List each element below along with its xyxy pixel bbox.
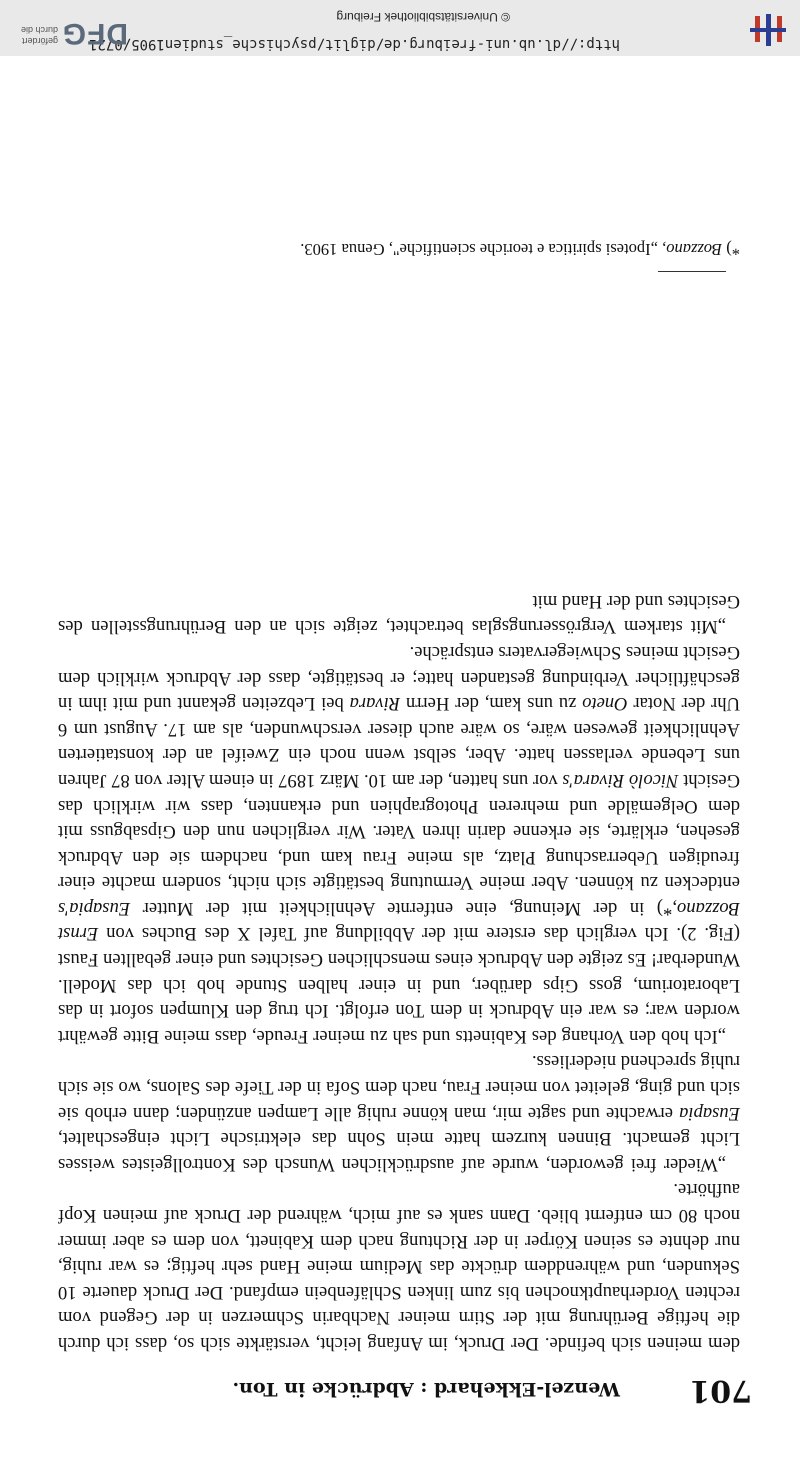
italic-name: Rivara [349,693,401,715]
footnote-author: Bozzano [666,240,723,259]
text-run: vor uns hatten, der am 10. März 1897 in einem Alter von 87 Jahren uns Lebende verlassen hatte. Aber, selbst wenn noch ein Zweifel an der konstatierten Aehnlichkeit gewesen wäre, so wäre auch dieser verschwunden, als am 17. August um 6 Uhr der Notar [58,693,740,791]
body-paragraph [58,588,740,639]
page-header [40,1370,760,1410]
italic-name: Nicolò Rivara's [562,769,679,791]
running-head: Wenzel-Ekkehard : Abdrücke in Ton. [232,1378,620,1400]
page-number: 701 [689,1373,752,1408]
footnote-text: , „Ipotesi spiritica e teoriche scientifiche", Genua 1903. [300,240,667,259]
footnote-separator [658,271,726,272]
text-run: zu uns kam, der Herrn [400,693,583,715]
footnote-text: *) [722,240,740,259]
text-run: „Wieder frei geworden, wurde auf ausdrücklichen Wunsch des Kontrollgeistes weisses Licht gemacht. Binnen kurzem hatte mein Sohn das elektrische Licht eingeschaltet, [58,1128,740,1175]
dfg-funding-note [0,24,58,46]
text-run: entdecken zu können. Aber meine Vermutung bestätigte sich nicht, sondern machte einer freudigen Ueberraschung Platz, als meine Frau kam und, nachdem sie den Abdruck gesehen, erklärte, sie erkenne darin ihren Vater. Wir verglichen nun den Gipsabguss mit dem Oelgemälde und mehreren Photographien und erkannten, dass wir wirklich das Gesicht [58,769,740,894]
dfg-funding-line: gefördert durch die [20,25,58,46]
italic-name: Eusapia's [58,897,131,919]
text-run: ,*) in der Meinung, eine entfernte Aehnlichkeit mit der Mutter [130,897,677,919]
dfg-logo: DFG [61,17,128,50]
university-logo-icon [748,10,788,48]
italic-name: Eusapia [679,1102,740,1124]
text-run: erwachte und sagte mir, man könne ruhig alle Lampen anzünden; dann erhob sie sich und ging, geleitet von meiner Frau, nach dem Sofa in der Tiefe des Salons, wo sie sich ruhig sprechend niederliess. [58,1051,740,1124]
text-run: „Mit starkem Vergrösserungsglas betrachtet, zeigte sich an den Berührungsstellen des Gesichtes und der Hand mit [58,590,740,638]
body-paragraph [58,639,740,1049]
body-paragraph [58,1049,740,1177]
italic-name: Oneto [582,693,628,715]
copyright-notice: © Universitätsbibliothek Freiburg [336,10,510,24]
footnote [60,238,740,260]
body-paragraph [58,1177,740,1356]
article-body [58,588,740,1356]
text-run: dem meinen sich befinde. Der Druck, im Anfang leicht, verstärkte sich so, dass ich durch die heftige Berührung mit der Stirn meiner Nachbarin Schmerzen in der Gegend vom rechten Vorderhauptknochen bis zum linken Schläfenbein empfand. Der Druck dauerte 10 Sekunden, und währenddem drückte das Medium meine Hand sehr heftig; es war ruhig, nur dehnte es seinen Körper in der Richtung nach dem Kabinett, von dem es aber immer noch 80 cm entfernt blieb. Dann sank es auf mich, während der Druck auf meinen Kopf aufhörte. [58,1179,740,1354]
text-run: bei Lebzeiten gekannt und mit ihm in geschäftlicher Verbindung gestanden hatte; er bestätigte, dass der Abdruck wirklich dem Gesicht meines Schwiegervaters entspräche. [58,641,740,715]
source-url[interactable]: http://dl.ub.uni-freiburg.de/diglit/psychische_studien1905/0721 [88,36,620,52]
text-run: „Ich hob den Vorhang des Kabinetts und sah zu meiner Freude, dass meine Bitte gewährt worden war; es war ein Abdruck in dem Ton erfolgt. Ich trug den Klumpen sofort in das Laboratorium, goss Gips darüber, und in einer halben Stunde hob ich das Modell. Wunderbar! Es zeigte den Abdruck eines menschlichen Gesichtes und einer geballten Faust (Fig. 2). Ich verglich das erstere mit der Abbildung auf Tafel X des Buches von [58,923,740,1047]
digitization-footer-band [0,0,800,56]
italic-name: Ernst Bozzano [58,897,740,945]
